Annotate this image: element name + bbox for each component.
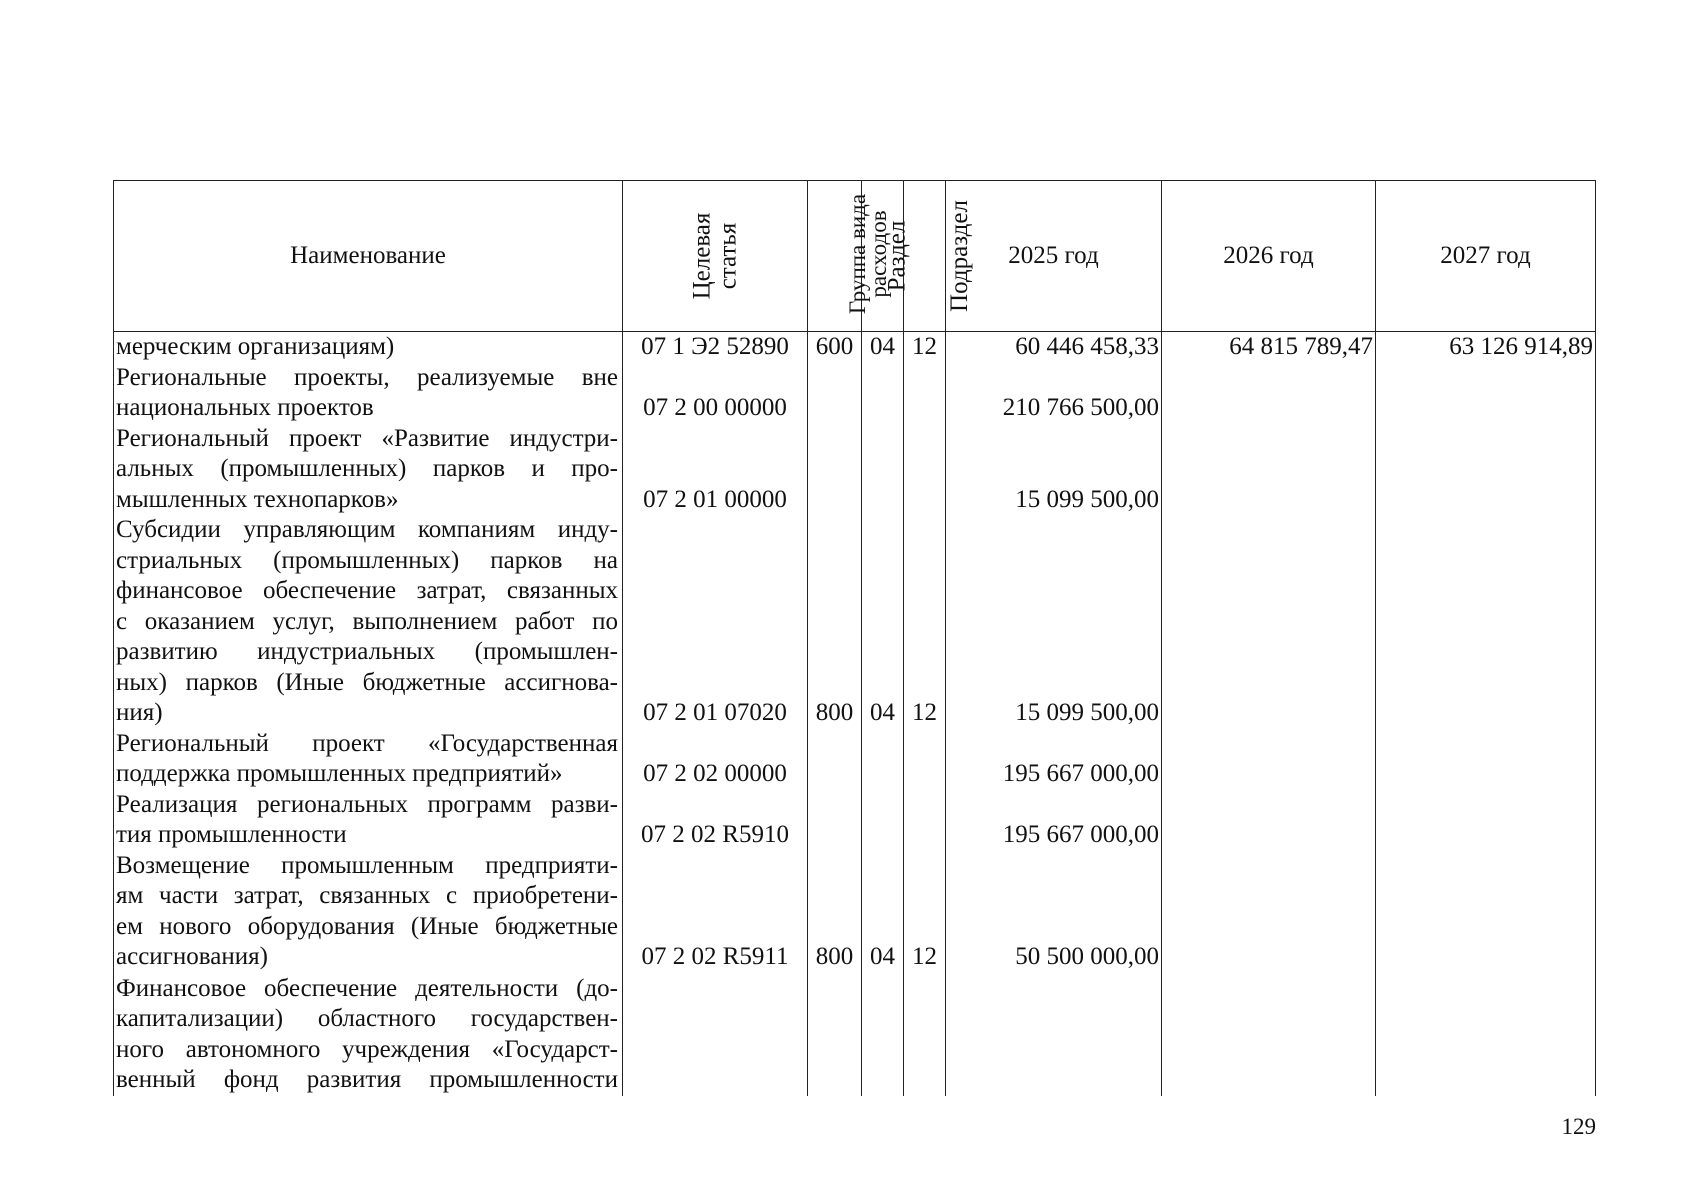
row-amount-2026: [1162, 790, 1376, 851]
row-section: 04: [862, 851, 904, 973]
header-year-2025: 2025 год: [946, 181, 1162, 332]
row-name-line: стриальных (промышленных) парков на: [116, 546, 618, 574]
row-name: [114, 729, 623, 790]
row-target-article: 07 2 02 R5911: [623, 851, 808, 973]
row-name-line: поддержка промышленных предприятий»: [116, 760, 563, 787]
row-section: [862, 424, 904, 516]
row-target-article: 07 2 01 07020: [623, 515, 808, 729]
row-amount-2025: 210 766 500,00: [946, 363, 1162, 424]
row-amount-2025: 15 099 500,00: [946, 424, 1162, 516]
row-name-line: развитию индустриальных (промышлен-: [116, 638, 618, 665]
header-year-2026: 2026 год: [1162, 181, 1376, 332]
row-subsection: [904, 790, 946, 851]
row-name-line: ем нового оборудования (Иные бюджетные: [116, 912, 618, 940]
table-row: [114, 973, 1596, 1096]
row-subsection: 12: [904, 851, 946, 973]
row-amount-2026: [1162, 515, 1376, 729]
row-amount-2027: [1376, 515, 1596, 729]
row-target-article: 07 2 02 R5910: [623, 790, 808, 851]
row-expense-group: 600: [808, 332, 862, 363]
row-amount-2025: 15 099 500,00: [946, 515, 1162, 729]
row-section: [862, 363, 904, 424]
row-subsection: [904, 973, 946, 1096]
row-name-line: Региональные проекты, реализуемые вне: [116, 363, 618, 391]
table-row: [114, 729, 1596, 790]
row-amount-2026: 64 815 789,47: [1162, 332, 1376, 363]
row-name-line: Субсидии управляющим компаниям инду-: [116, 516, 618, 543]
row-name: [114, 851, 623, 973]
row-name-line: с оказанием услуг, выполнением работ по: [116, 607, 618, 635]
row-amount-2026: [1162, 973, 1376, 1096]
row-subsection: 12: [904, 332, 946, 363]
table-row: [114, 424, 1596, 516]
header-target-article: Целевая статья: [623, 181, 808, 332]
row-amount-2026: [1162, 851, 1376, 973]
row-name-line: Региональный проект «Развитие индустри-: [116, 424, 618, 452]
table-row: [114, 515, 1596, 729]
row-expense-group: [808, 363, 862, 424]
row-amount-2027: [1376, 851, 1596, 973]
row-name-line: капитализации) областного государствен-: [116, 1005, 618, 1032]
row-target-article: 07 2 01 00000: [623, 424, 808, 516]
header-year-2027: 2027 год: [1376, 181, 1596, 332]
row-amount-2026: [1162, 424, 1376, 516]
row-amount-2027: 63 126 914,89: [1376, 332, 1596, 363]
header-subsection: Подраздел: [904, 181, 946, 332]
row-expense-group: 800: [808, 515, 862, 729]
row-expense-group: [808, 790, 862, 851]
row-name-line: мышленных технопарков»: [116, 485, 399, 513]
row-target-article: 07 2 02 00000: [623, 729, 808, 790]
row-name-line: финансовое обеспечение затрат, связанных: [116, 577, 618, 604]
header-expense-group: Группа вида расходов: [808, 181, 862, 332]
row-name-line: ям части затрат, связанных с приобретени-: [116, 882, 618, 909]
table-row: [114, 363, 1596, 424]
row-amount-2027: [1376, 424, 1596, 516]
table-row: [114, 851, 1596, 973]
row-subsection: [904, 363, 946, 424]
table-body: [114, 332, 1596, 1096]
row-amount-2025: 50 500 000,00: [946, 851, 1162, 973]
table-row: [114, 790, 1596, 851]
header-name: Наименование: [114, 181, 623, 332]
row-amount-2027: [1376, 729, 1596, 790]
page-number: 129: [1561, 1114, 1596, 1139]
row-amount-2025: 60 446 458,33: [946, 332, 1162, 363]
row-name-line: тия промышленности: [116, 821, 347, 848]
row-name: [114, 790, 623, 851]
row-expense-group: [808, 729, 862, 790]
row-name-line: Региональный проект «Государственная: [116, 729, 618, 757]
row-name-line: ния): [116, 699, 163, 726]
row-amount-2027: [1376, 973, 1596, 1096]
row-name-line: ассигнования): [116, 943, 268, 970]
row-amount-2025: 195 667 000,00: [946, 729, 1162, 790]
table-row: [114, 332, 1596, 363]
row-amount-2027: [1376, 363, 1596, 424]
row-name-line: альных (промышленных) парков и про-: [116, 455, 618, 482]
row-name-line: Финансовое обеспечение деятельности (до-: [116, 974, 618, 1002]
row-section: [862, 790, 904, 851]
header-section: Раздел: [862, 181, 904, 332]
row-expense-group: [808, 973, 862, 1096]
row-subsection: 12: [904, 515, 946, 729]
row-target-article: [623, 973, 808, 1096]
row-name: [114, 424, 623, 516]
row-subsection: [904, 424, 946, 516]
row-expense-group: 800: [808, 851, 862, 973]
row-section: 04: [862, 515, 904, 729]
row-name-line: ного автономного учреждения «Государст-: [116, 1035, 618, 1063]
row-name-line: ных) парков (Иные бюджетные ассигнова-: [116, 668, 618, 696]
row-amount-2026: [1162, 729, 1376, 790]
row-amount-2026: [1162, 363, 1376, 424]
row-section: [862, 729, 904, 790]
row-name-line: мерческим организациям): [116, 333, 395, 360]
row-amount-2027: [1376, 790, 1596, 851]
row-amount-2025: [946, 973, 1162, 1096]
row-name-line: Возмещение промышленным предприяти-: [116, 851, 618, 879]
row-name: [114, 363, 623, 424]
row-amount-2025: 195 667 000,00: [946, 790, 1162, 851]
row-target-article: 07 1 Э2 52890: [623, 332, 808, 363]
table-header-row: [114, 181, 1596, 332]
row-target-article: 07 2 00 00000: [623, 363, 808, 424]
budget-table: [113, 180, 1596, 1096]
row-name: [114, 515, 623, 729]
row-expense-group: [808, 424, 862, 516]
row-subsection: [904, 729, 946, 790]
row-section: 04: [862, 332, 904, 363]
row-name: [114, 332, 623, 363]
row-name-line: Реализация региональных программ разви-: [116, 790, 618, 818]
row-name: [114, 973, 623, 1096]
row-section: [862, 973, 904, 1096]
row-name-line: национальных проектов: [116, 394, 374, 421]
row-name-line: венный фонд развития промышленности: [116, 1066, 618, 1093]
